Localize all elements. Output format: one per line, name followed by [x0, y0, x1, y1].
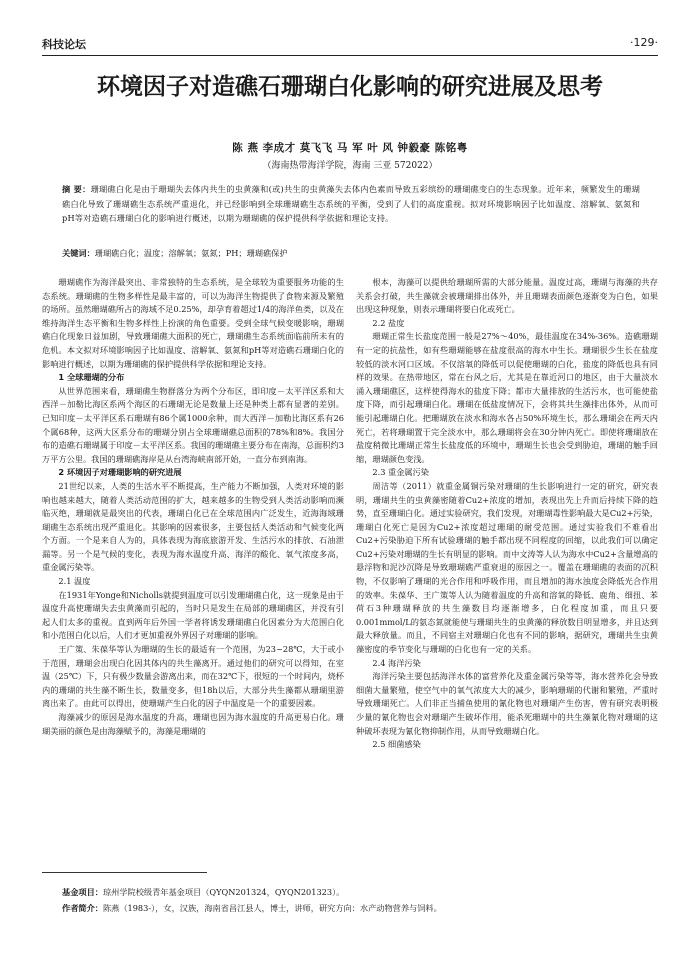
paragraph: 根本，海藻可以提供给珊瑚所需的大部分能量。温度过高，珊瑚与海藻的共存关系会打破，共生藻就会被珊瑚排出体外，并且珊瑚表面颜色逐渐变为白色，如果出现这种现象，则表示珊瑚将要白化或死亡。 — [356, 277, 658, 315]
section-heading: 2.5 细菌感染 — [372, 739, 421, 750]
keywords-text: 珊瑚礁白化；温度；溶解氧；氨氮；PH；珊瑚礁保护 — [94, 248, 288, 258]
keywords — [62, 247, 640, 260]
paragraph: 21世纪以来，人类的生活水平不断提高，生产能力不断加强，人类对环境的影响也越来越大，随着人类活动范围的扩大，越来越多的生物受到人类活动影响而濒临灭绝，珊瑚就是最突出的代表，珊瑚白化已在全球范围内广泛发生，近海海域珊瑚礁生态系统出现严重退化。其影响的因素很多，主要包括人类活动和气候变化两个方面。一个是来自人为的，具体表现为海底旅游开发、生活污水的排放、石油泄漏等。另一个是气候的变化，表现为海水温度升高、海洋的酸化、氧气浓度多高，重金属污染等。 — [42, 480, 344, 573]
paragraph: 王广策、朱葆华等认为珊瑚的生长的最适有一个范围，为23~28℃，大于或小于范围，珊瑚会出现白化因其体内的共生藻离开。通过他们的研究可以得知，在室温（25℃）下，只有极少数量会游离出来，而在32℃下，很短的一个时间内，烧杯内的珊瑚的共生藻不断生长，数量变多，但18h以后，大部分共生藻都从珊瑚里游离出来了。由此可以得出，使珊瑚产生白化的因子中温度是一个的重要因素。 — [42, 644, 344, 709]
fund-text: 琼州学院校级青年基金项目（QYQN201324，QYQN201323）。 — [102, 887, 345, 897]
author-bio-text: 陈燕（1983-），女，汉族，海南省昌江县人，博士，讲师，研究方向：水产动物营养与饲料。 — [102, 903, 442, 913]
abstract-label: 摘 要： — [62, 184, 91, 194]
fund-footnote — [62, 886, 658, 898]
footnote-rule — [42, 872, 207, 873]
section-heading: 2 环境因子对珊瑚影响的研究进展 — [58, 467, 182, 478]
journal-name: 科技论坛 — [42, 38, 86, 51]
paragraph: 海藻减少的原因是海水温度的升高，珊瑚也因为海水温度的升高更易白化。珊瑚美丽的颜色是由海藻赋予的，海藻是珊瑚的 — [42, 712, 344, 736]
affiliation: （海南热带海洋学院，海南 三亚 572022） — [262, 161, 438, 171]
running-header — [42, 36, 658, 54]
section-heading: 2.3 重金属污染 — [372, 467, 429, 478]
fund-label: 基金项目： — [62, 887, 103, 897]
section-heading: 1 全球珊瑚的分布 — [58, 372, 125, 383]
author-footnote — [62, 902, 658, 914]
abstract-text: 珊瑚礁白化是由于珊瑚失去体内共生的虫黄藻和(或)共生的虫黄藻失去体内色素而导致五彩缤纷的珊瑚礁变白的生态现象。近年来，频繁发生的珊瑚礁白化导致了珊瑚礁生态系统严重退化，并已经影响到全球珊瑚礁生态系统的平衡，受到了人们的高度重视。拟对环境影响因子比如温度、溶解氧、氨氮和pH等对造礁石珊瑚白化的影响进行概述，以期为珊瑚礁的保护提供科学依据和理论支持。 — [62, 184, 640, 223]
paragraph: 珊瑚礁作为海洋最突出、非常独特的生态系统，是全球较为重要服务功能的生态系统。珊瑚礁的生物多样性是最丰富的，可以为海洋生物提供了食物来源及繁殖的场所。虽然珊瑚礁所占的海域不足0.25%，却孕育着超过1/4的海洋鱼类，以及在维持海洋生态平衡和生物多样性上扮演的角色重要。受到全球气候变暖影响，珊瑚礁白化现象日益加剧，导致珊瑚礁大面积的死亡，珊瑚礁生态系统面临前所未有的危机。本文拟对环境影响因子比如温度、溶解氧、氨氮和pH等对造礁石珊瑚白化的影响进行概述，以期为珊瑚礁的保护提供科学依据和理论支持。 — [42, 277, 344, 369]
keywords-label: 关键词： — [62, 248, 95, 258]
page-number: ·129· — [630, 36, 658, 49]
right-column — [356, 276, 658, 752]
section-heading: 2.2 盐度 — [372, 317, 405, 328]
paragraph: 周洁等（2011）就重金属铜污染对珊瑚的生长影响进行一定的研究，研究表明，珊瑚共生的虫黄藻密随着Cu2+浓度的增加，表现出先上升而后持续下降的趋势，直至珊瑚白化。通过实验研究，我们发现，对珊瑚毒性影响最大是Cu2+污染，珊瑚白化死亡是因为Cu2+浓度超过珊瑚的耐受范围。通过实验我们不难看出Cu2+污染胁迫下所有试验珊瑚的触手都出现不同程度的回缩，以此我们可以确定Cu2+污染对珊瑚的生长有明显的影响。而中文涛等人认为海水中Cu2+含量增高的悬浮物和泥沙沉降是导致珊瑚礁严重衰退的原因之一。覆盖在珊瑚礁的表面的沉积物，不仅影响了珊瑚的光合作用和呼吸作用，而且增加的海水浊度会降低光合作用的效率。朱葆华、王广策等人认为随着温度的升高和溶氧的降低、鹿角、细扭、苯荷石3种珊瑚释放的共生藻数目均逐渐增多，白化程度加重，而且只要0.001mmol/L的氨态氮就能使与珊瑚共生的虫黄藻的释放数目明显增多，并且达到最大释放量。而且，不同宿主对珊瑚白化也有不同的影响，据研究，珊瑚共生虫黄藻密度的季节变化与珊瑚的白化也有一定的关系。 — [356, 480, 658, 655]
section-heading: 2.1 温度 — [58, 576, 91, 587]
author-list: 陈 燕 李成才 莫飞飞 马 军 叶 风 钟毅豪 陈铭粤 — [232, 142, 468, 154]
paper-title: 环境因子对造礁石珊瑚白化影响的研究进展及思考 — [97, 74, 603, 100]
section-heading: 2.4 海洋污染 — [372, 657, 421, 668]
abstract — [62, 182, 640, 226]
paragraph: 珊瑚正常生长盐度范围一般是27%～40%，最佳温度在34%-36%。造礁珊瑚有一定的抗盐性，如有些珊瑚能够在盐度很高的海水中生长。珊瑚很少生长在盐度较低的淡水河口区域。不仅溶氧的降低可以促使珊瑚的白化，盐度的降低也具有同样的效果。在热带地区，常在台风之后，尤其是在靠近河口的地区，由于大量淡水涌入珊瑚礁区，这样使得海水的盐度下降；都市大量排放的生活污水，也可能使盐度下降，而引起珊瑚白化。珊瑚在低盐度情况下，会将其共生藻排出体外，从而可能引起珊瑚白化。把珊瑚放在淡水和海水各占50%环境生长，那么珊瑚会在两天内死亡，若将珊瑚置于完全淡水中，那么珊瑚将会在30分钟内死亡。即使将珊瑚放在盐度稍微比珊瑚正常生长盐度低的环境中，珊瑚生长也会受到胁迫，珊瑚的触手回缩，珊瑚颜色变浅。 — [356, 331, 658, 464]
paragraph: 海洋污染主要包括海洋水体的富营养化及重金属污染等等，海水营养化会导致细菌大量繁殖，使空气中的氧气浓度大大的减少，影响珊瑚的代谢和繁殖，严重时导致珊瑚死亡。人们非正当捕鱼使用的氰化物也对珊瑚产生伤害，曾有研究表明极少量的氰化物也会对珊瑚产生破坏作用，能杀死珊瑚中的共生藻氰化物对珊瑚的这种破坏表现为氰化物抑制作用，从而导致珊瑚白化。 — [356, 671, 658, 736]
left-column — [42, 276, 344, 738]
paragraph: 在1931年Yonge和Nicholls就提到温度可以引发珊瑚礁白化，这一现象是由于温度升高使珊瑚失去虫黄藻而引起的，当时只是发生在局部的珊瑚礁区，并没有引起人们太多的重视。直到两年后外国一学者将诱发珊瑚礁白化因素分为大范围白化和小范围白化以后，人们才更加重视外界因子对珊瑚的影响。 — [42, 589, 344, 641]
header-rule — [42, 55, 658, 56]
author-bio-label: 作者简介： — [62, 903, 103, 913]
paragraph: 从世界范围来看，珊瑚礁生物群落分为两个分布区，即印度－太平洋区系和大西洋－加勒比海区系两个海区的石珊瑚无论是数量上还是种类上都有显著的差别。已知印度－太平洋区系石珊瑚有86个属1000余种，而大西洋－加勒比海区系有26个属68种，这两大区系分布的珊瑚分别占全球珊瑚礁总面积的78%和8%。我国分布的造礁石珊瑚属于印度－太平洋区系。我国的珊瑚礁主要分布在南海，总面积约3万平方公里。我国的珊瑚礁海岸是从台湾海峡南部开始，一直分布到南海。 — [42, 385, 344, 464]
